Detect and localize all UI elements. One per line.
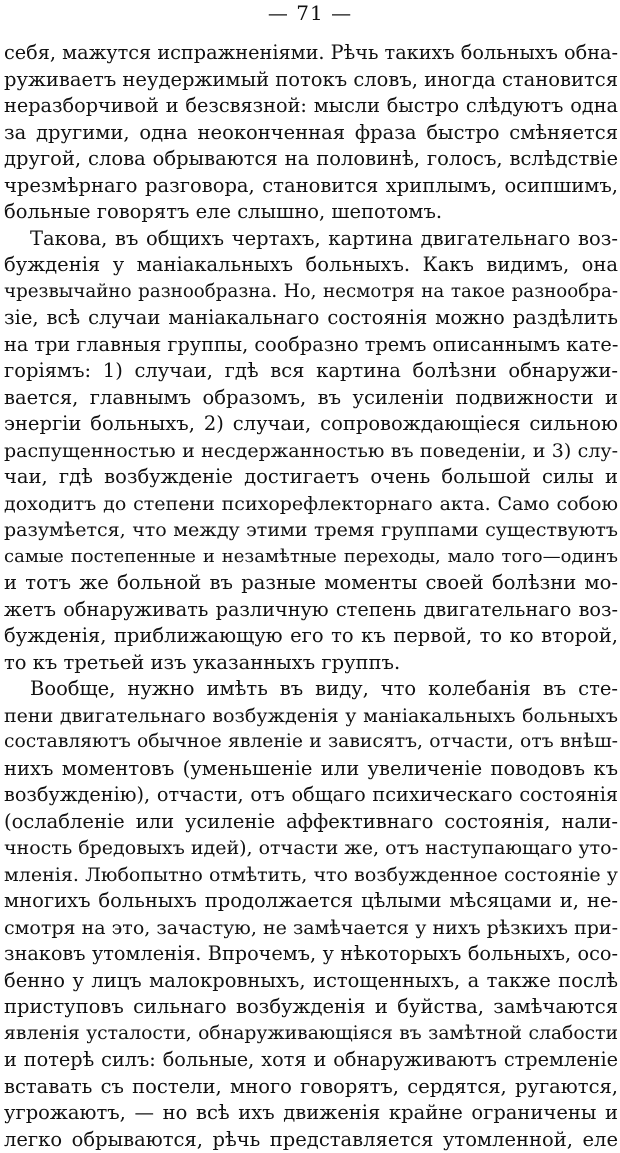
page-number: — 71 — bbox=[0, 0, 620, 26]
text-line: на три главныя группы, сообразно тремъ описаннымъ кате- bbox=[4, 332, 618, 359]
text-line: руживаетъ неудержимый потокъ словъ, иногда становится bbox=[4, 67, 618, 94]
text-line: неразборчивой и безсвязной: мысли быстро слѣдуютъ одна bbox=[4, 93, 618, 120]
text-line: то къ третьей изъ указанныхъ группъ. bbox=[4, 650, 618, 677]
text-line: и тотъ же больной въ разные моменты своей болѣзни мо- bbox=[4, 570, 618, 597]
text-line: пени двигательнаго возбужденія у маніакальныхъ больныхъ bbox=[4, 703, 618, 730]
text-line: вставать съ постели, много говорятъ, сердятся, ругаются, bbox=[4, 1074, 618, 1101]
text-line: смотря на это, зачастую, не замѣчается у нихъ рѣзкихъ при- bbox=[4, 915, 618, 942]
text-line: жетъ обнаруживать различную степень двигательнаго воз- bbox=[4, 597, 618, 624]
text-line: зіе, всѣ случаи маніакальнаго состоянія можно раздѣлить bbox=[4, 305, 618, 332]
text-line: за другими, одна неоконченная фраза быстро смѣняется bbox=[4, 120, 618, 147]
text-line: Вообще, нужно имѣть въ виду, что колебанія въ сте- bbox=[4, 676, 618, 703]
text-line: себя, мажутся испражненіями. Рѣчь такихъ больныхъ обна- bbox=[4, 40, 618, 67]
text-line: нихъ моментовъ (уменьшеніе или увеличеніе поводовъ къ bbox=[4, 756, 618, 783]
text-line: приступовъ сильнаго возбужденія и буйства, замѣчаются bbox=[4, 994, 618, 1021]
text-line: Такова, въ общихъ чертахъ, картина двигательнаго воз- bbox=[4, 226, 618, 253]
text-line: угрожаютъ, — но всѣ ихъ движенія крайне ограничены и bbox=[4, 1100, 618, 1127]
text-line: возбужденію), отчасти, отъ общаго психическаго состоянія bbox=[4, 782, 618, 809]
text-line: больные говорятъ еле слышно, шепотомъ. bbox=[4, 199, 618, 226]
text-line: и потерѣ силъ: больные, хотя и обнаруживаютъ стремленіе bbox=[4, 1047, 618, 1074]
text-line: знаковъ утомленія. Впрочемъ, у нѣкоторыхъ больныхъ, осо- bbox=[4, 941, 618, 968]
text-line: энергіи больныхъ, 2) случаи, сопровождающіеся сильною bbox=[4, 411, 618, 438]
text-line: легко обрываются, рѣчь представляется утомленной, еле bbox=[4, 1127, 618, 1153]
text-line: явленія усталости, обнаруживающіяся въ замѣтной слабости bbox=[4, 1021, 618, 1048]
text-line: чность бредовыхъ идей), отчасти же, отъ наступающаго уто- bbox=[4, 835, 618, 862]
text-line: многихъ больныхъ продолжается цѣлыми мѣсяцами и, не- bbox=[4, 888, 618, 915]
text-line: чаи, гдѣ возбужденіе достигаетъ очень большой силы и bbox=[4, 464, 618, 491]
text-line: составляютъ обычное явленіе и зависятъ, отчасти, отъ внѣш- bbox=[4, 729, 618, 756]
text-line: чрезвычайно разнообразна. Но, несмотря на такое разнообра- bbox=[4, 279, 618, 306]
text-line: бужденія, приближающую его то къ первой, то ко второй, bbox=[4, 623, 618, 650]
text-line: мленія. Любопытно отмѣтить, что возбужденное состояніе у bbox=[4, 862, 618, 889]
text-line: доходитъ до степени психорефлекторнаго акта. Само собою bbox=[4, 491, 618, 518]
text-line: вается, главнымъ образомъ, въ усиленіи подвижности и bbox=[4, 385, 618, 412]
text-line: горіямъ: 1) случаи, гдѣ вся картина болѣзни обнаружи- bbox=[4, 358, 618, 385]
text-line: другой, слова обрываются на половинѣ, голосъ, вслѣдствіе bbox=[4, 146, 618, 173]
text-line: бужденія у маніакальныхъ больныхъ. Какъ видимъ, она bbox=[4, 252, 618, 279]
text-line: чрезмѣрнаго разговора, становится хриплымъ, осипшимъ, bbox=[4, 173, 618, 200]
text-line: самые постепенные и незамѣтные переходы, мало того—одинъ bbox=[4, 544, 618, 571]
text-line: (ослабленіе или усиленіе аффективнаго состоянія, нали- bbox=[4, 809, 618, 836]
body-text bbox=[4, 40, 618, 1153]
text-line: разумѣется, что между этими тремя группами существуютъ bbox=[4, 517, 618, 544]
text-line: бенно у лицъ малокровныхъ, истощенныхъ, а также послѣ bbox=[4, 968, 618, 995]
text-line: распущенностью и несдержанностью въ поведеніи, и 3) слу- bbox=[4, 438, 618, 465]
